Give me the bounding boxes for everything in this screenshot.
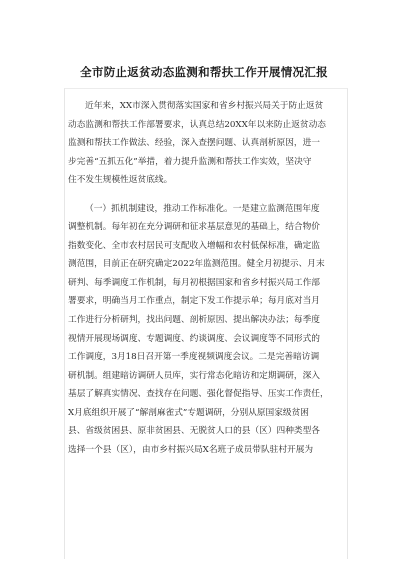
text-line: 署要求，明确当月工作重点，制定下发工作提示单；每月底对当月 bbox=[68, 296, 320, 307]
document-title: 全市防止返贫动态监测和帮扶工作开展情况汇报 bbox=[80, 65, 328, 79]
text-line: 县、省级贫困县、原非贫困县、无脱贫人口的县（区）四种类型各 bbox=[68, 426, 320, 437]
text-line: （一）抓机制建设，推动工作标准化。一是建立监测范围年度 bbox=[85, 203, 320, 214]
text-line: 工作调度，3月18日召开第一季度视频调度会议。二是完善暗访调 bbox=[68, 352, 320, 363]
text-line: 选择一个县（区），由市乡村振兴局X名班子成员带队驻村开展为 bbox=[68, 444, 314, 455]
text-line: 动态监测和帮扶工作部署要求，认真总结20XX年以来防止返贫动态 bbox=[68, 119, 326, 130]
text-line: 工作进行分析研判，找出问题、剖析原因、提出解决办法；每季度 bbox=[68, 315, 320, 326]
paragraph-gap bbox=[68, 190, 344, 200]
text-line: 指数变化、全市农村居民可支配收入增幅和农村低保标准，确定监 bbox=[68, 240, 320, 251]
intro-paragraph bbox=[68, 97, 344, 190]
text-line: 基层了解真实情况、查找存在问题、强化督促指导、压实工作责任， bbox=[68, 389, 329, 400]
text-line: 住不发生规模性返贫底线。 bbox=[68, 175, 173, 186]
section-paragraph bbox=[68, 200, 344, 460]
text-line: 近年来，XX市深入贯彻落实国家和省乡村振兴局关于防止返贫 bbox=[85, 101, 324, 111]
text-line: 监测和帮扶工作做法、经验，深入查摆问题、认真剖析原因，进一 bbox=[68, 138, 320, 149]
text-line: 研机制。组建暗访调研人员库，实行常态化暗访和定期调研，深入 bbox=[68, 370, 320, 381]
document-body bbox=[68, 97, 344, 459]
text-line: X月底组织开展了“解剖麻雀式”专题调研，分别从原国家级贫困 bbox=[68, 407, 309, 418]
text-line: 调整机制。每年初在充分调研和征求基层意见的基础上，结合物价 bbox=[68, 222, 320, 233]
text-line: 测范围，目前正在研究确定2022年监测范围。健全月初提示、月末 bbox=[68, 259, 325, 270]
text-line: 研判、每季调度工作机制，每月初根据国家和省乡村振兴局工作部 bbox=[68, 277, 320, 288]
text-line: 视情开展现场调度、专题调度、约谈调度、会议调度等不同形式的 bbox=[68, 333, 320, 344]
text-line: 步完善“五抓五化”举措，着力提升监测和帮扶工作实效，坚决守 bbox=[68, 156, 312, 167]
